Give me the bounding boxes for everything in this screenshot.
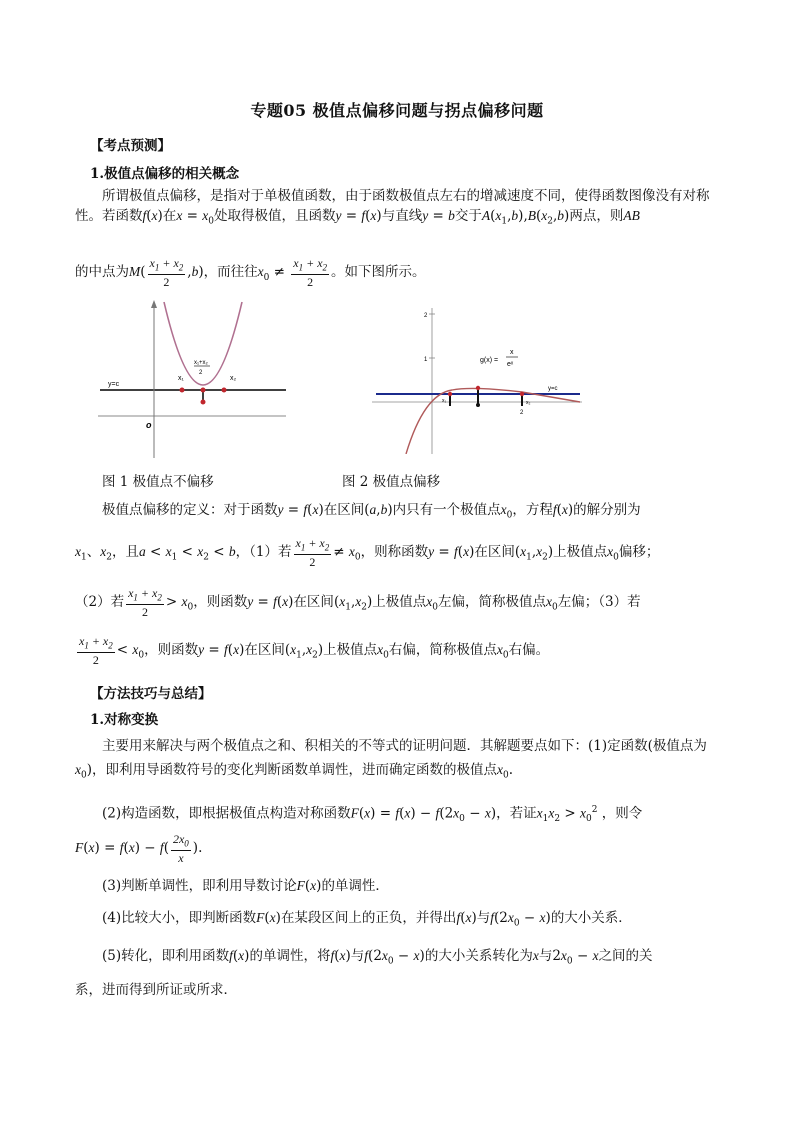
fig1-label-x1: x₁: [178, 375, 184, 382]
fig2-label-c: y=c: [548, 386, 558, 392]
paragraph-concept: 所谓极值点偏移，是指对于单极值函数，由于函数极值点左右的增减速度不同，使得函数图像没有对称性。若函数f(x)在$x = x_0$处取得极值，且函数y = f(x)与直线y = b交于$A(x_1,b),B(x_2,b)$两点，则AB: [75, 188, 710, 227]
figure-1-graph: [98, 298, 288, 460]
paragraph-concept-cont: 的中点为M( $\frac{x_1 + x_2}{2}$ ,b)，而往往$x_0$ ≠ $\frac{x_1 + x_2}{2}$ 。如下图所示。: [75, 256, 426, 290]
fig2-label-x2: x₂: [526, 400, 531, 406]
fig1-label-origin: o: [146, 420, 152, 430]
section-heading-method: 【方法技巧与总结】: [90, 686, 212, 702]
fig2-tick-2x: 2: [520, 410, 524, 416]
paragraph-method-2: (2)构造函数，即根据极值点构造对称函数$F(x) = f(x) - f(2x_0 - x)$，若证$x_1x_2 > x_0^2$ ，则令: [102, 805, 643, 825]
paragraph-definition: 极值点偏移的定义：对于函数y = f(x)在区间(a,b)内只有一个极值点$x_0$，方程f(x)的解分别为: [102, 502, 641, 521]
paragraph-definition-case1: $x_1$、$x_2$，且$a < x_1 < x_2 < b$，（1）若 $\frac{x_1 + x_2}{2}$ ≠ $x_0$，则称函数y = f(x)在区间$(x_1,x_2)$上极值点$x_0$偏移；: [75, 535, 660, 570]
fig1-label-c: y=c: [108, 381, 120, 388]
fig2-tick-2y: 2: [424, 313, 428, 319]
fig1-label-mid-num: x₁+x₂: [194, 360, 208, 366]
subheading-symmetric: 1.对称变换: [90, 712, 159, 728]
fig2-tick-1y: 1: [424, 357, 428, 363]
page-title: 专题05 极值点偏移问题与拐点偏移问题: [250, 101, 544, 120]
fig1-label-x2: x₂: [230, 375, 237, 382]
fig2-label-g: g(x) =: [480, 357, 499, 364]
paragraph-definition-case3: $\frac{x_1 + x_2}{2}$ < $x_0$，则函数y = f(x)在区间$(x_1,x_2)$上极值点$x_0$右偏，简称极值点$x_0$右偏。: [79, 633, 550, 668]
caption-figure-2: 图 2 极值点偏移: [342, 474, 441, 490]
caption-figure-1: 图 1 极值点不偏移: [102, 474, 214, 490]
fig2-label-x1: x₁: [442, 398, 447, 404]
formula-F-definition: F(x) = f(x) − f( $\frac{2x_0}{x}$ ).: [75, 831, 203, 866]
subheading-concept: 1.极值点偏移的相关概念: [90, 166, 240, 182]
paragraph-definition-case2: （2）若 $\frac{x_1 + x_2}{2}$ > $x_0$，则函数y = f(x)在区间$(x_1,x_2)$上极值点$x_0$左偏，简称极值点$x_0$左偏；（3）若: [75, 585, 641, 620]
paragraph-method-4: (4)比较大小，即判断函数F(x)在某段区间上的正负，并得出f(x)与$f(2x_0 - x)$的大小关系．: [102, 910, 632, 929]
paragraph-method-3: (3)判断单调性，即利用导数讨论F(x)的单调性．: [102, 878, 389, 894]
fig2-label-num: x: [510, 349, 514, 356]
figure-2-graph: [372, 308, 582, 454]
section-heading-forecast: 【考点预测】: [90, 138, 171, 154]
paragraph-method-1: 主要用来解决与两个极值点之和、积相关的不等式的证明问题．其解题要点如下：(1)定函数(极值点为$x_0$)，即利用导函数符号的变化判断函数单调性，进而确定函数的极值点$x_0$.: [75, 738, 707, 781]
paragraph-method-5: (5)转化，即利用函数f(x)的单调性，将f(x)与$f(2x_0 - x)$的大小关系转化为x与$2x_0 - x$之间的关 系，进而得到所证或所求．: [75, 948, 653, 998]
fig1-label-mid-den: 2: [199, 370, 203, 376]
fig2-label-den: eˣ: [507, 361, 514, 368]
